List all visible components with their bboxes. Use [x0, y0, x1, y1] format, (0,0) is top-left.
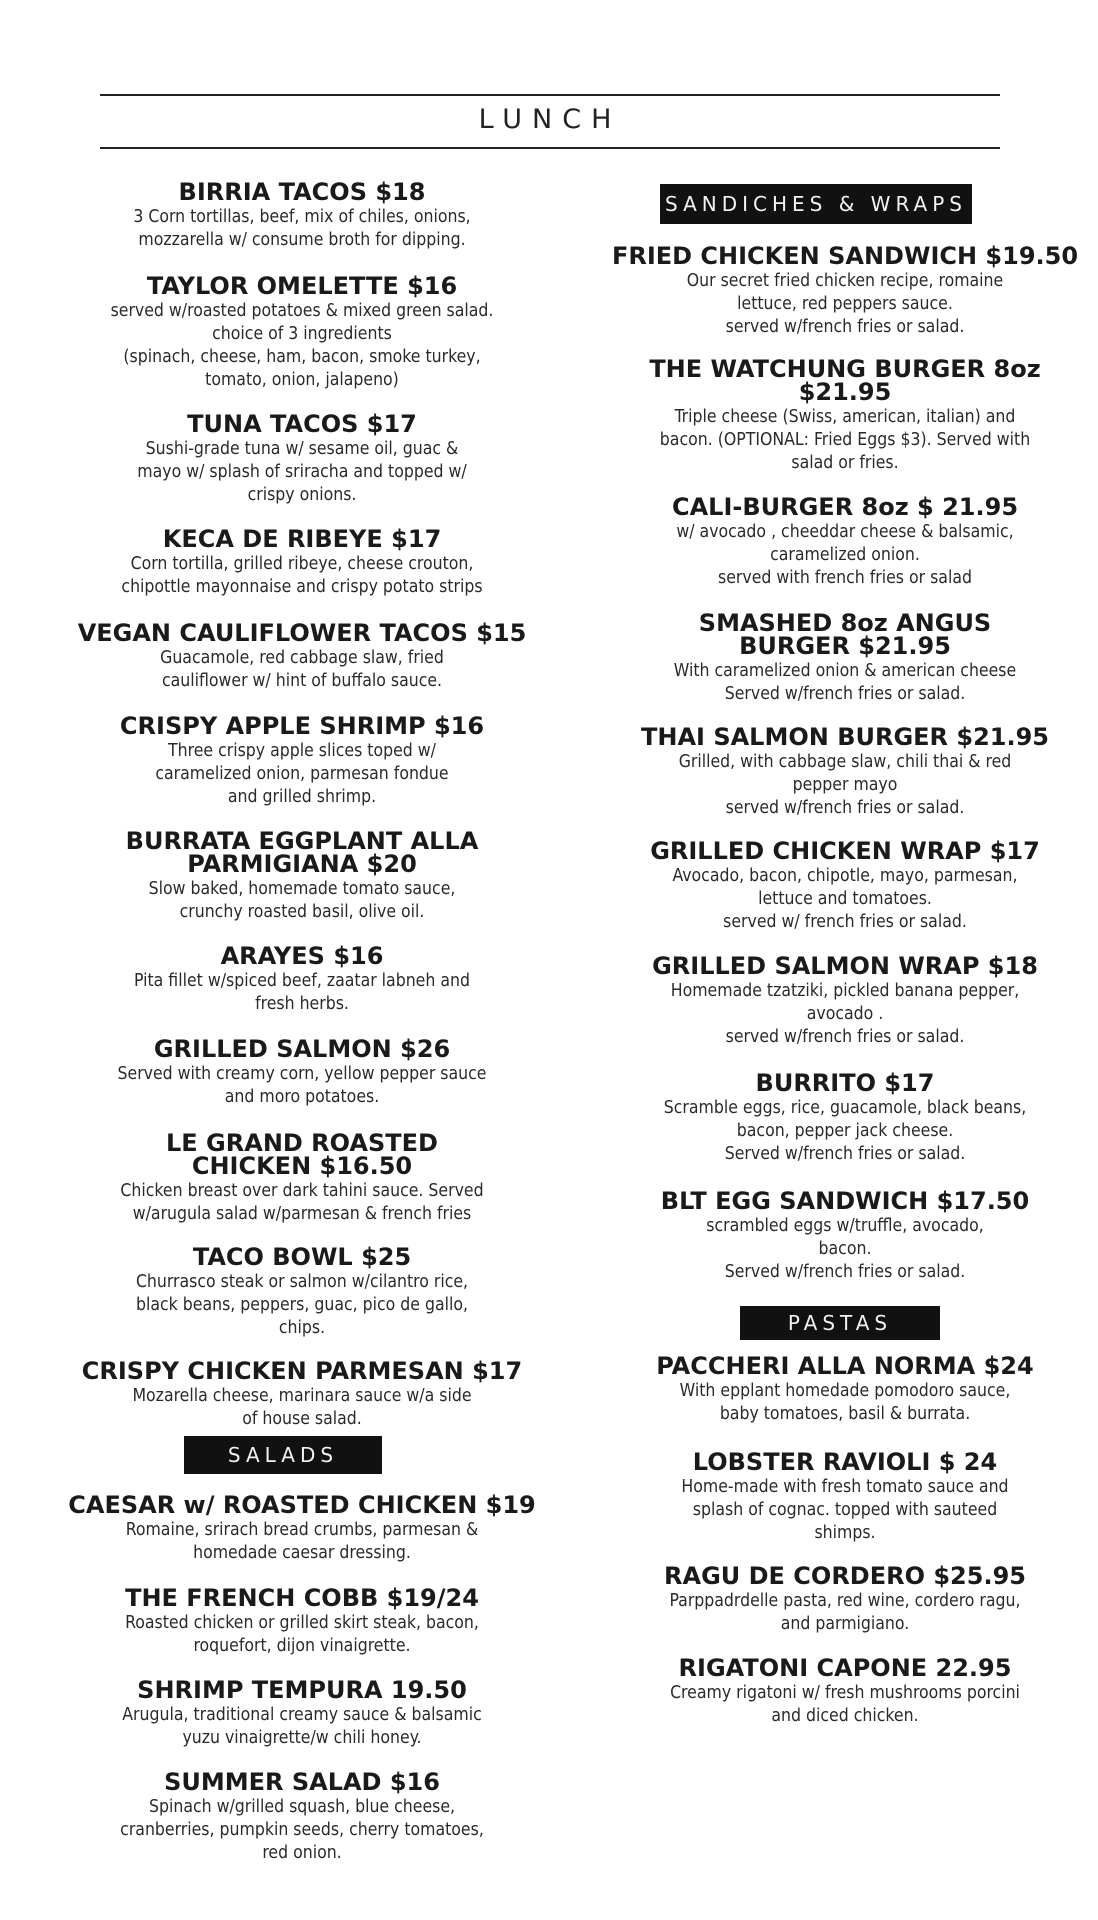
- menu-item: [595, 1654, 1095, 1728]
- menu-item-name: GRILLED SALMON WRAP $18: [652, 952, 1038, 980]
- menu-item: [595, 355, 1095, 475]
- menu-item: [595, 952, 1095, 1049]
- menu-item: [52, 1676, 552, 1750]
- menu-item-description: Scramble eggs, rice, guacamole, black beans, bacon, pepper jack cheese. Served w/french fries or salad.: [663, 1098, 1027, 1164]
- menu-item: [52, 1035, 552, 1109]
- menu-item-description: Arugula, traditional creamy sauce & balsamic yuzu vinaigrette/w chili honey.: [122, 1705, 482, 1748]
- menu-item-description: Spinach w/grilled squash, blue cheese, cranberries, pumpkin seeds, cherry tomatoes, red onion.: [120, 1797, 484, 1863]
- menu-item: [52, 712, 552, 809]
- menu-item: [52, 178, 552, 252]
- menu-item-name: KECA DE RIBEYE $17: [162, 525, 442, 553]
- menu-item-description: Creamy rigatoni w/ fresh mushrooms porcini and diced chicken.: [670, 1683, 1020, 1726]
- menu-item-description: Roasted chicken or grilled skirt steak, bacon, roquefort, dijon vinaigrette.: [125, 1613, 479, 1656]
- menu-item-name: LOBSTER RAVIOLI $ 24: [692, 1448, 998, 1476]
- menu-item-description: Triple cheese (Swiss, american, italian) and bacon. (OPTIONAL: Fried Eggs $3). Served with salad or fries.: [659, 407, 1031, 473]
- menu-item: [52, 1584, 552, 1658]
- menu-item: [52, 1129, 552, 1226]
- menu-item-name: THE FRENCH COBB $19/24: [125, 1584, 479, 1612]
- menu-item-name: SHRIMP TEMPURA 19.50: [137, 1676, 467, 1704]
- menu-item-name: TUNA TACOS $17: [187, 410, 417, 438]
- menu-item-description: Sushi-grade tuna w/ sesame oil, guac & mayo w/ splash of sriracha and topped w/ crispy onions.: [137, 439, 467, 505]
- title-bottom-rule: [100, 147, 1000, 149]
- menu-item-description: Served with creamy corn, yellow pepper sauce and moro potatoes.: [117, 1064, 487, 1107]
- menu-item-description: 3 Corn tortillas, beef, mix of chiles, onions, mozzarella w/ consume broth for dipping.: [133, 207, 471, 250]
- menu-item-name: BLT EGG SANDWICH $17.50: [660, 1187, 1030, 1215]
- menu-item: [595, 1187, 1095, 1284]
- menu-item-name: SMASHED 8oz ANGUS BURGER $21.95: [698, 609, 992, 660]
- menu-item-description: Slow baked, homemade tomato sauce, crunchy roasted basil, olive oil.: [148, 879, 456, 922]
- menu-item-name: FRIED CHICKEN SANDWICH $19.50: [611, 242, 1079, 270]
- menu-item-name: VEGAN CAULIFLOWER TACOS $15: [77, 619, 527, 647]
- menu-item: [52, 827, 552, 924]
- menu-item: [52, 1243, 552, 1340]
- menu-item-description: Churrasco steak or salmon w/cilantro rice, black beans, peppers, guac, pico de gallo, chips.: [135, 1272, 469, 1338]
- menu-item: [595, 1352, 1095, 1426]
- menu-item-name: PACCHERI ALLA NORMA $24: [656, 1352, 1034, 1380]
- menu-item-name: THAI SALMON BURGER $21.95: [641, 723, 1049, 751]
- menu-item-description: Pita fillet w/spiced beef, zaatar labneh and fresh herbs.: [134, 971, 470, 1014]
- menu-item-name: BURRITO $17: [755, 1069, 935, 1097]
- menu-item-name: RAGU DE CORDERO $25.95: [664, 1562, 1026, 1590]
- menu-item: [595, 242, 1095, 339]
- menu-item-name: GRILLED CHICKEN WRAP $17: [650, 837, 1040, 865]
- menu-item-name: GRILLED SALMON $26: [153, 1035, 451, 1063]
- menu-item: [52, 1491, 552, 1565]
- menu-item: [52, 1357, 552, 1431]
- menu-item-description: Chicken breast over dark tahini sauce. Served w/arugula salad w/parmesan & french fries: [120, 1181, 484, 1224]
- menu-item-description: Home-made with fresh tomato sauce and splash of cognac. topped with sauteed shimps.: [681, 1477, 1009, 1543]
- menu-item: [52, 619, 552, 693]
- menu-item-description: Corn tortilla, grilled ribeye, cheese crouton, chipottle mayonnaise and crispy potato strips: [121, 554, 483, 597]
- menu-item-name: CRISPY APPLE SHRIMP $16: [119, 712, 485, 740]
- section-header-sandwiches-wraps: SANDICHES & WRAPS: [660, 184, 972, 224]
- menu-item: [52, 272, 552, 392]
- menu-item: [595, 493, 1095, 590]
- menu-item-name: CALI-BURGER 8oz $ 21.95: [671, 493, 1019, 521]
- menu-item-description: w/ avocado , cheeddar cheese & balsamic, caramelized onion. served with french fries or salad: [676, 522, 1014, 588]
- menu-item-description: Homemade tzatziki, pickled banana pepper, avocado . served w/french fries or salad.: [670, 981, 1020, 1047]
- menu-item-name: LE GRAND ROASTED CHICKEN $16.50: [166, 1129, 438, 1180]
- menu-item: [52, 410, 552, 507]
- menu-item-description: Three crispy apple slices toped w/ caramelized onion, parmesan fondue and grilled shrimp.: [155, 741, 449, 807]
- menu-item-description: Mozarella cheese, marinara sauce w/a side of house salad.: [132, 1386, 472, 1429]
- menu-item: [595, 1448, 1095, 1545]
- section-header-pastas: PASTAS: [740, 1306, 940, 1340]
- menu-item-description: Grilled, with cabbage slaw, chili thai & red pepper mayo served w/french fries or salad.: [678, 752, 1012, 818]
- menu-item-name: CAESAR w/ ROASTED CHICKEN $19: [68, 1491, 536, 1519]
- menu-item-name: BIRRIA TACOS $18: [178, 178, 426, 206]
- menu-item-description: With caramelized onion & american cheese Served w/french fries or salad.: [673, 661, 1017, 704]
- menu-item-description: scrambled eggs w/truffle, avocado, bacon. Served w/french fries or salad.: [706, 1216, 984, 1282]
- menu-item: [595, 1562, 1095, 1636]
- menu-item: [595, 1069, 1095, 1166]
- menu-item: [52, 1768, 552, 1865]
- menu-item-name: TACO BOWL $25: [192, 1243, 412, 1271]
- page-title: LUNCH: [478, 104, 622, 135]
- menu-item-name: BURRATA EGGPLANT ALLA PARMIGIANA $20: [125, 827, 479, 878]
- menu-item-name: THE WATCHUNG BURGER 8oz $21.95: [649, 355, 1041, 406]
- menu-item-name: RIGATONI CAPONE 22.95: [678, 1654, 1012, 1682]
- menu-item-name: ARAYES $16: [220, 942, 384, 970]
- menu-item-description: Avocado, bacon, chipotle, mayo, parmesan, lettuce and tomatoes. served w/ french fries or salad.: [672, 866, 1018, 932]
- menu-item: [595, 609, 1095, 706]
- menu-item-description: served w/roasted potatoes & mixed green salad. choice of 3 ingredients (spinach, cheese, ham, bacon, smoke turkey, tomato, onion, jalapeno): [110, 301, 494, 390]
- title-top-rule: [100, 94, 1000, 96]
- menu-item-description: Parppadrdelle pasta, red wine, cordero ragu, and parmigiano.: [669, 1591, 1021, 1634]
- menu-item-description: With epplant homedade pomodoro sauce, baby tomatoes, basil & burrata.: [679, 1381, 1011, 1424]
- menu-item-description: Guacamole, red cabbage slaw, fried cauliflower w/ hint of buffalo sauce.: [160, 648, 444, 691]
- menu-item: [595, 723, 1095, 820]
- menu-item: [595, 837, 1095, 934]
- menu-item: [52, 525, 552, 599]
- menu-item-description: Our secret fried chicken recipe, romaine lettuce, red peppers sauce. served w/french fries or salad.: [686, 271, 1004, 337]
- menu-item-name: TAYLOR OMELETTE $16: [146, 272, 458, 300]
- section-header-salads: SALADS: [184, 1436, 382, 1474]
- menu-item-name: SUMMER SALAD $16: [164, 1768, 440, 1796]
- menu-item: [52, 942, 552, 1016]
- menu-item-description: Romaine, srirach bread crumbs, parmesan & homedade caesar dressing.: [125, 1520, 479, 1563]
- menu-item-name: CRISPY CHICKEN PARMESAN $17: [81, 1357, 523, 1385]
